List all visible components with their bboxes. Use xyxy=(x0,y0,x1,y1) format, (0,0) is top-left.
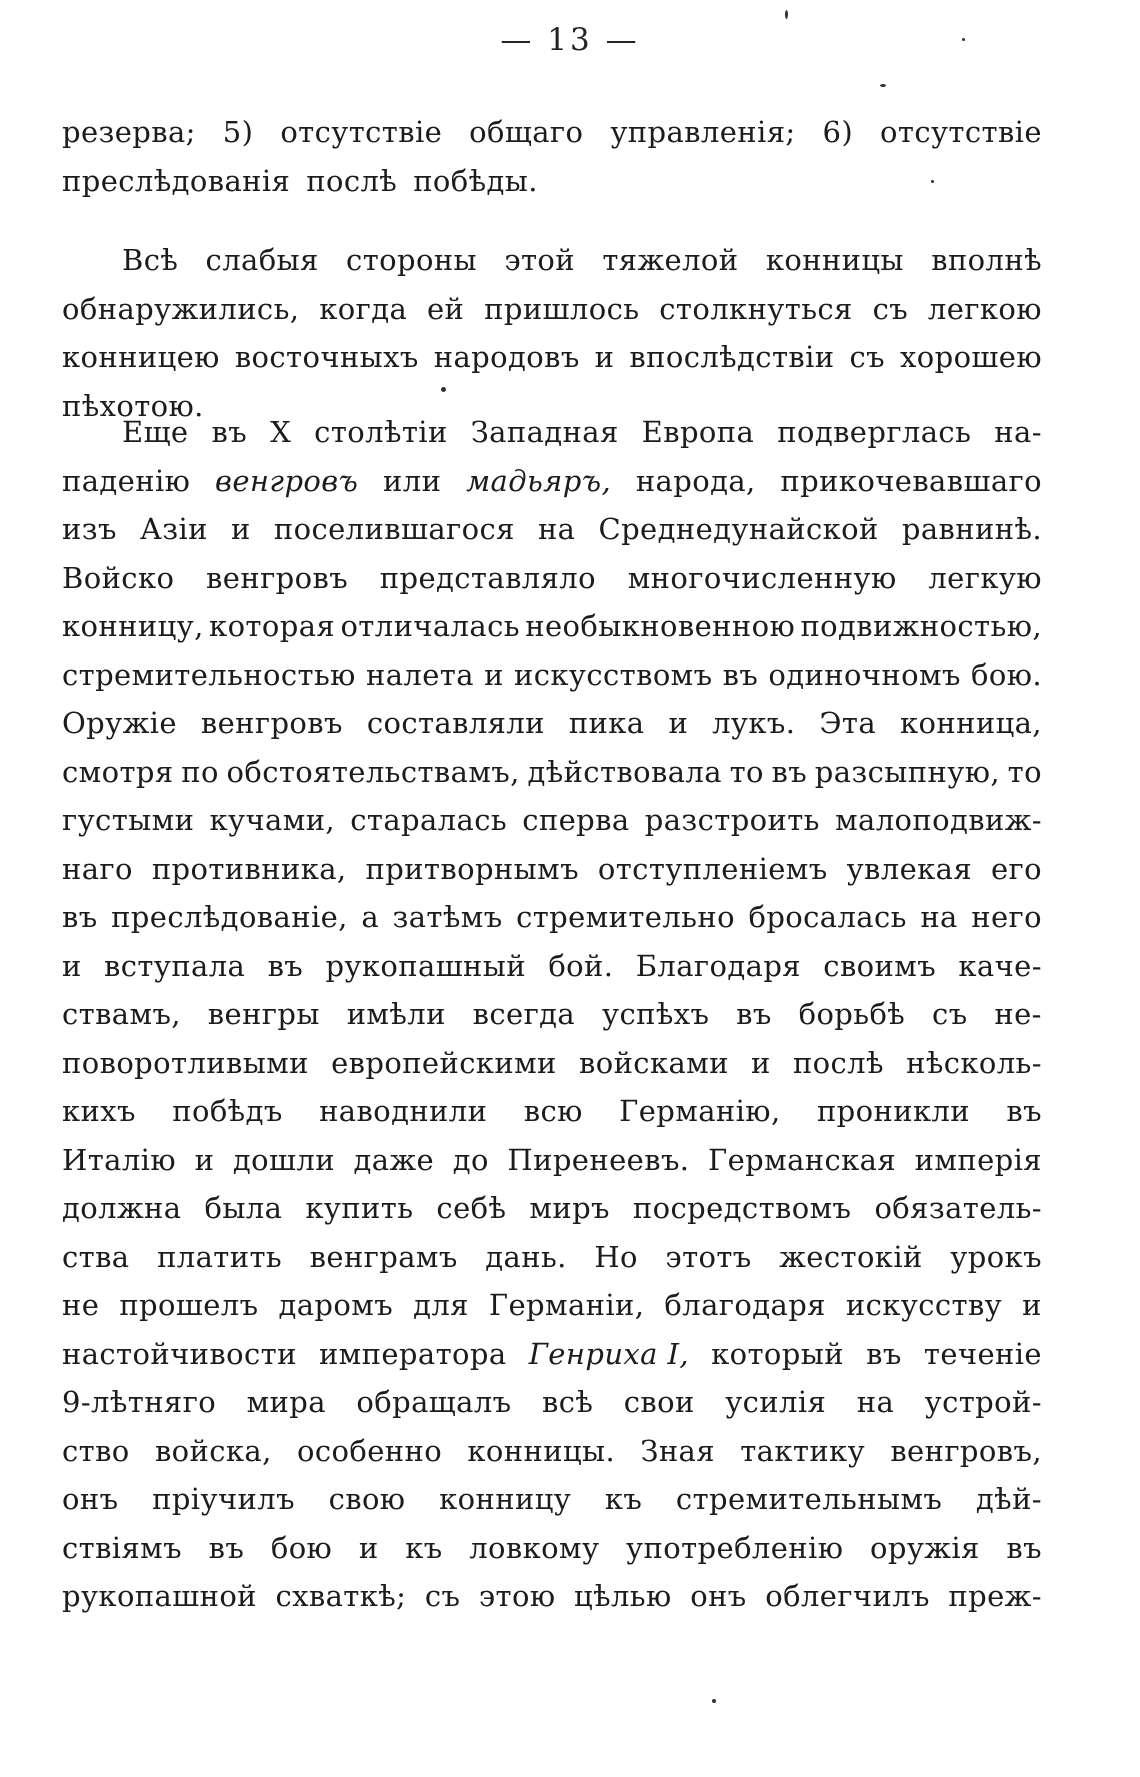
text-line xyxy=(62,651,1042,700)
word: въ xyxy=(208,1530,245,1565)
word: венгровъ xyxy=(200,706,343,740)
word: каче- xyxy=(958,948,1042,983)
word: конницы. xyxy=(467,1433,616,1468)
word: необыкновенною xyxy=(525,609,796,643)
word: Но xyxy=(594,1239,638,1274)
word: и xyxy=(358,1530,379,1565)
word: войсками xyxy=(578,1045,729,1080)
word: столѣтіи xyxy=(314,415,448,449)
word: отсутствіе xyxy=(880,115,1042,149)
word: успѣхъ xyxy=(601,997,710,1031)
word: всегда xyxy=(472,997,576,1031)
text-line xyxy=(62,285,1042,334)
text-line xyxy=(62,1427,1042,1476)
word: ства xyxy=(62,1239,130,1274)
word: теченіе xyxy=(923,1336,1042,1371)
word: стремительно xyxy=(516,900,735,934)
word: урокъ xyxy=(950,1239,1042,1274)
word: употребленію xyxy=(626,1530,844,1565)
text-line xyxy=(62,1039,1042,1088)
word: Пиренеевъ. xyxy=(507,1142,690,1177)
word: притворнымъ xyxy=(365,851,579,886)
word: и xyxy=(194,1142,215,1177)
word: его xyxy=(990,851,1042,886)
word: Германская xyxy=(708,1142,897,1177)
word: не xyxy=(62,1288,100,1322)
text-line xyxy=(62,1572,1042,1621)
word: когда xyxy=(319,291,408,326)
word: ство xyxy=(62,1433,130,1468)
word: преслѣдованіе, xyxy=(111,900,348,934)
word: и xyxy=(594,340,615,374)
word: рукопашный xyxy=(325,948,526,983)
word: платить xyxy=(157,1239,283,1274)
word: и xyxy=(668,706,689,740)
paragraph-1 xyxy=(62,108,1042,205)
word: побѣды. xyxy=(413,163,538,198)
word: этой xyxy=(504,243,576,277)
text-line xyxy=(62,1136,1042,1185)
word: Эта xyxy=(819,706,877,740)
word: борьбѣ xyxy=(798,997,906,1031)
word: 5) xyxy=(222,115,254,149)
word: ствамъ, xyxy=(62,997,181,1031)
word: венграмъ xyxy=(309,1239,458,1274)
word: въ xyxy=(211,415,248,449)
word: которая xyxy=(209,609,336,643)
word: прикочевавшаго xyxy=(780,463,1042,498)
word: имѣли xyxy=(346,997,446,1031)
word: преслѣдованія xyxy=(62,163,291,198)
word: восточныхъ xyxy=(234,340,419,374)
word: конницу xyxy=(439,1482,572,1516)
word: Еще xyxy=(122,415,189,449)
word: кихъ xyxy=(62,1094,136,1128)
word: съ xyxy=(872,291,909,326)
word: ей xyxy=(427,291,465,326)
word: въ xyxy=(736,997,772,1031)
word: до xyxy=(452,1142,489,1177)
word: затѣмъ xyxy=(392,900,503,934)
word: малоподвиж- xyxy=(835,803,1042,837)
word: послѣ xyxy=(792,1045,884,1080)
word: купить xyxy=(305,1191,414,1225)
word: слабыя xyxy=(205,243,319,277)
word: составляли xyxy=(366,706,545,740)
text-line xyxy=(62,1233,1042,1282)
word: бою. xyxy=(971,657,1042,692)
word: наводнили xyxy=(319,1094,488,1128)
text-line xyxy=(62,1378,1042,1427)
word: пѣхотою. xyxy=(62,388,204,423)
word: конницы xyxy=(765,243,904,277)
word: народовъ xyxy=(433,340,580,374)
word: дань. xyxy=(485,1239,567,1274)
word: особенно xyxy=(297,1433,443,1468)
scan-speck xyxy=(962,38,965,41)
word: 6) xyxy=(822,115,854,149)
scan-speck xyxy=(785,10,788,19)
word: Азіи xyxy=(139,512,208,546)
word: налета xyxy=(366,657,474,692)
word: своимъ xyxy=(823,948,937,983)
word: общаго xyxy=(469,115,584,149)
word: къ xyxy=(405,1530,443,1565)
word: проникли xyxy=(816,1094,971,1128)
word: имперія xyxy=(914,1142,1042,1177)
word: пришлось xyxy=(484,291,640,326)
text-line xyxy=(62,1330,1042,1379)
word: была xyxy=(204,1191,283,1225)
word: Италію xyxy=(62,1142,176,1177)
word: одиночномъ xyxy=(768,657,961,692)
word: онъ xyxy=(690,1579,747,1613)
word: сперва xyxy=(522,803,630,837)
word: посредствомъ xyxy=(632,1191,852,1225)
text-line xyxy=(62,1281,1042,1330)
text-line xyxy=(62,108,1042,157)
text-line xyxy=(62,236,1042,285)
word: легкую xyxy=(928,560,1042,595)
word: и xyxy=(751,1045,771,1080)
word: для xyxy=(413,1288,469,1322)
word: прошелъ xyxy=(119,1288,259,1322)
word: резерва; xyxy=(62,115,196,149)
text-line xyxy=(62,1087,1042,1136)
word: Западная xyxy=(470,415,619,449)
word: искусствомъ xyxy=(514,657,713,692)
word: на xyxy=(856,1385,895,1419)
word: и xyxy=(1022,1288,1042,1322)
word: Германію, xyxy=(619,1094,781,1128)
text-line xyxy=(62,1475,1042,1524)
word: преж- xyxy=(948,1579,1042,1613)
word: стремительнымъ xyxy=(675,1482,943,1516)
word: онъ xyxy=(62,1482,119,1516)
word: конницу, xyxy=(62,609,204,643)
word: ловкому xyxy=(469,1530,600,1565)
word: не- xyxy=(994,997,1042,1031)
word: тяжелой xyxy=(602,243,739,277)
word: бросалась xyxy=(748,900,907,934)
word: съ xyxy=(849,340,885,374)
text-line xyxy=(62,408,1042,457)
word: старалась xyxy=(350,803,508,837)
word: настойчивости xyxy=(62,1336,297,1371)
word: въ xyxy=(1006,1094,1042,1128)
word: рукопашной xyxy=(62,1579,257,1613)
word: поворотливыми xyxy=(62,1045,309,1080)
word: въ xyxy=(267,948,304,983)
text-line xyxy=(62,1524,1042,1573)
word: свои xyxy=(623,1385,695,1419)
text-line xyxy=(62,796,1042,845)
scan-speck xyxy=(880,84,886,87)
word: оружія xyxy=(870,1530,980,1565)
scan-speck xyxy=(441,387,446,392)
word: пріучилъ xyxy=(152,1482,295,1516)
text-line xyxy=(62,333,1042,382)
word: даже xyxy=(353,1142,435,1177)
paragraph-3 xyxy=(62,408,1042,1621)
word: разстроить xyxy=(644,803,820,837)
word: себѣ xyxy=(436,1191,507,1225)
word: венгровъ xyxy=(206,560,349,595)
word: конницею xyxy=(62,340,220,374)
text-line xyxy=(62,748,1042,797)
word: стремительностью xyxy=(62,657,356,692)
word: наго xyxy=(62,851,133,886)
text-line xyxy=(62,699,1042,748)
word: отступленіемъ xyxy=(597,851,828,886)
word: въ xyxy=(62,900,98,934)
word: или xyxy=(383,463,442,498)
word: Германіи, xyxy=(488,1288,645,1322)
italic-word: мадьяръ, xyxy=(466,463,612,498)
text-line xyxy=(62,942,1042,991)
word: обнаружились, xyxy=(62,291,300,326)
word: побѣдъ xyxy=(172,1094,283,1128)
word: по xyxy=(181,754,219,789)
text-line xyxy=(62,990,1042,1039)
word: тактику xyxy=(740,1433,866,1468)
scan-speck xyxy=(931,180,934,183)
scan-speck xyxy=(712,1699,716,1703)
word: хорошею xyxy=(899,340,1042,374)
word: дошли xyxy=(232,1142,335,1177)
italic-word: Генриха I, xyxy=(528,1336,689,1371)
word: въ xyxy=(722,657,759,692)
word: него xyxy=(971,900,1042,934)
word: Благодаря xyxy=(635,948,801,983)
word: въ xyxy=(866,1336,902,1371)
word: европейскими xyxy=(331,1045,557,1080)
word: ствіямъ xyxy=(62,1530,182,1565)
word: цѣлью xyxy=(574,1579,672,1613)
text-line xyxy=(62,554,1042,603)
paragraph-2 xyxy=(62,236,1042,430)
word: 9-лѣтняго xyxy=(62,1385,217,1419)
word: равнинѣ. xyxy=(901,512,1042,546)
word: облегчилъ xyxy=(765,1579,930,1613)
word: дѣйствовала xyxy=(527,754,722,789)
word: управленія; xyxy=(610,115,796,149)
word: то xyxy=(729,754,764,789)
word: смотря xyxy=(62,754,174,789)
word: паденію xyxy=(62,463,191,498)
word: изъ xyxy=(62,512,117,546)
word: Оружіе xyxy=(62,706,177,740)
word: въ xyxy=(771,754,808,789)
word: а xyxy=(361,900,380,934)
text-line xyxy=(62,1184,1042,1233)
word: императора xyxy=(318,1336,507,1371)
word: послѣ xyxy=(306,163,398,198)
word: бою xyxy=(270,1530,333,1565)
word: впослѣдствіи xyxy=(629,340,835,374)
word: къ xyxy=(604,1482,643,1516)
word: отсутствіе xyxy=(280,115,443,149)
word: вступала xyxy=(104,948,246,983)
word: на- xyxy=(994,415,1042,449)
word: съ xyxy=(932,997,968,1031)
word: поселившагося xyxy=(273,512,515,546)
word: легкою xyxy=(927,291,1042,326)
word: схваткѣ; xyxy=(275,1579,407,1613)
word: обстоятельствамъ, xyxy=(226,754,520,789)
text-line xyxy=(62,893,1042,942)
word: то xyxy=(1007,754,1042,789)
word: Зная xyxy=(640,1433,715,1468)
word: и xyxy=(484,657,504,692)
word: Всѣ xyxy=(122,243,179,277)
word: нѣсколь- xyxy=(906,1045,1042,1080)
text-line xyxy=(62,845,1042,894)
word: на xyxy=(920,900,958,934)
word: венгры xyxy=(207,997,320,1031)
text-line xyxy=(62,602,1042,651)
text-line xyxy=(62,505,1042,554)
word: всю xyxy=(523,1094,583,1128)
word: свою xyxy=(328,1482,406,1516)
word: обращалъ xyxy=(356,1385,512,1419)
word: столкнуться xyxy=(659,291,853,326)
page-number: — 13 — xyxy=(500,22,640,58)
word: миръ xyxy=(529,1191,610,1225)
word: отличалась xyxy=(340,609,520,643)
word: должна xyxy=(62,1191,182,1225)
word: всѣ xyxy=(542,1385,594,1419)
word: который xyxy=(711,1336,844,1371)
word: войска, xyxy=(154,1433,272,1468)
word: обязатель- xyxy=(874,1191,1042,1225)
word: дѣй- xyxy=(975,1482,1042,1516)
word: жестокій xyxy=(779,1239,923,1274)
word: венгровъ, xyxy=(890,1433,1042,1468)
word: разсыпную, xyxy=(814,754,1000,789)
word: густыми xyxy=(62,803,195,837)
word: съ xyxy=(424,1579,461,1613)
word: и xyxy=(231,512,251,546)
word: искусству xyxy=(845,1288,1003,1322)
word: лукъ. xyxy=(712,706,796,740)
word: представляло xyxy=(379,560,596,595)
word: этою xyxy=(478,1579,556,1613)
word: и xyxy=(62,948,82,983)
word: многочисленную xyxy=(627,560,897,595)
word: усилія xyxy=(725,1385,827,1419)
word: устрой- xyxy=(924,1385,1042,1419)
word: вполнѣ xyxy=(931,243,1042,277)
italic-word: венгровъ xyxy=(215,463,359,498)
word: пика xyxy=(568,706,645,740)
word: противника, xyxy=(151,851,347,886)
word: народа, xyxy=(635,463,756,498)
word: мира xyxy=(246,1385,326,1419)
word: кучами, xyxy=(209,803,336,837)
word: увлекая xyxy=(846,851,973,886)
word: бой. xyxy=(548,948,614,983)
word: подверглась xyxy=(777,415,972,449)
word: конница, xyxy=(900,706,1042,740)
word: этотъ xyxy=(665,1239,752,1274)
text-line xyxy=(62,157,1042,206)
word: Среднедунайской xyxy=(598,512,879,546)
word: въ xyxy=(1006,1530,1042,1565)
word: на xyxy=(537,512,576,546)
word: X xyxy=(270,415,292,449)
word: благодаря xyxy=(664,1288,826,1322)
word: стороны xyxy=(346,243,478,277)
word: подвижностью, xyxy=(800,609,1042,643)
word: Войско xyxy=(62,560,175,595)
text-line xyxy=(62,457,1042,506)
word: Европа xyxy=(641,415,755,449)
word: даромъ xyxy=(278,1288,394,1322)
